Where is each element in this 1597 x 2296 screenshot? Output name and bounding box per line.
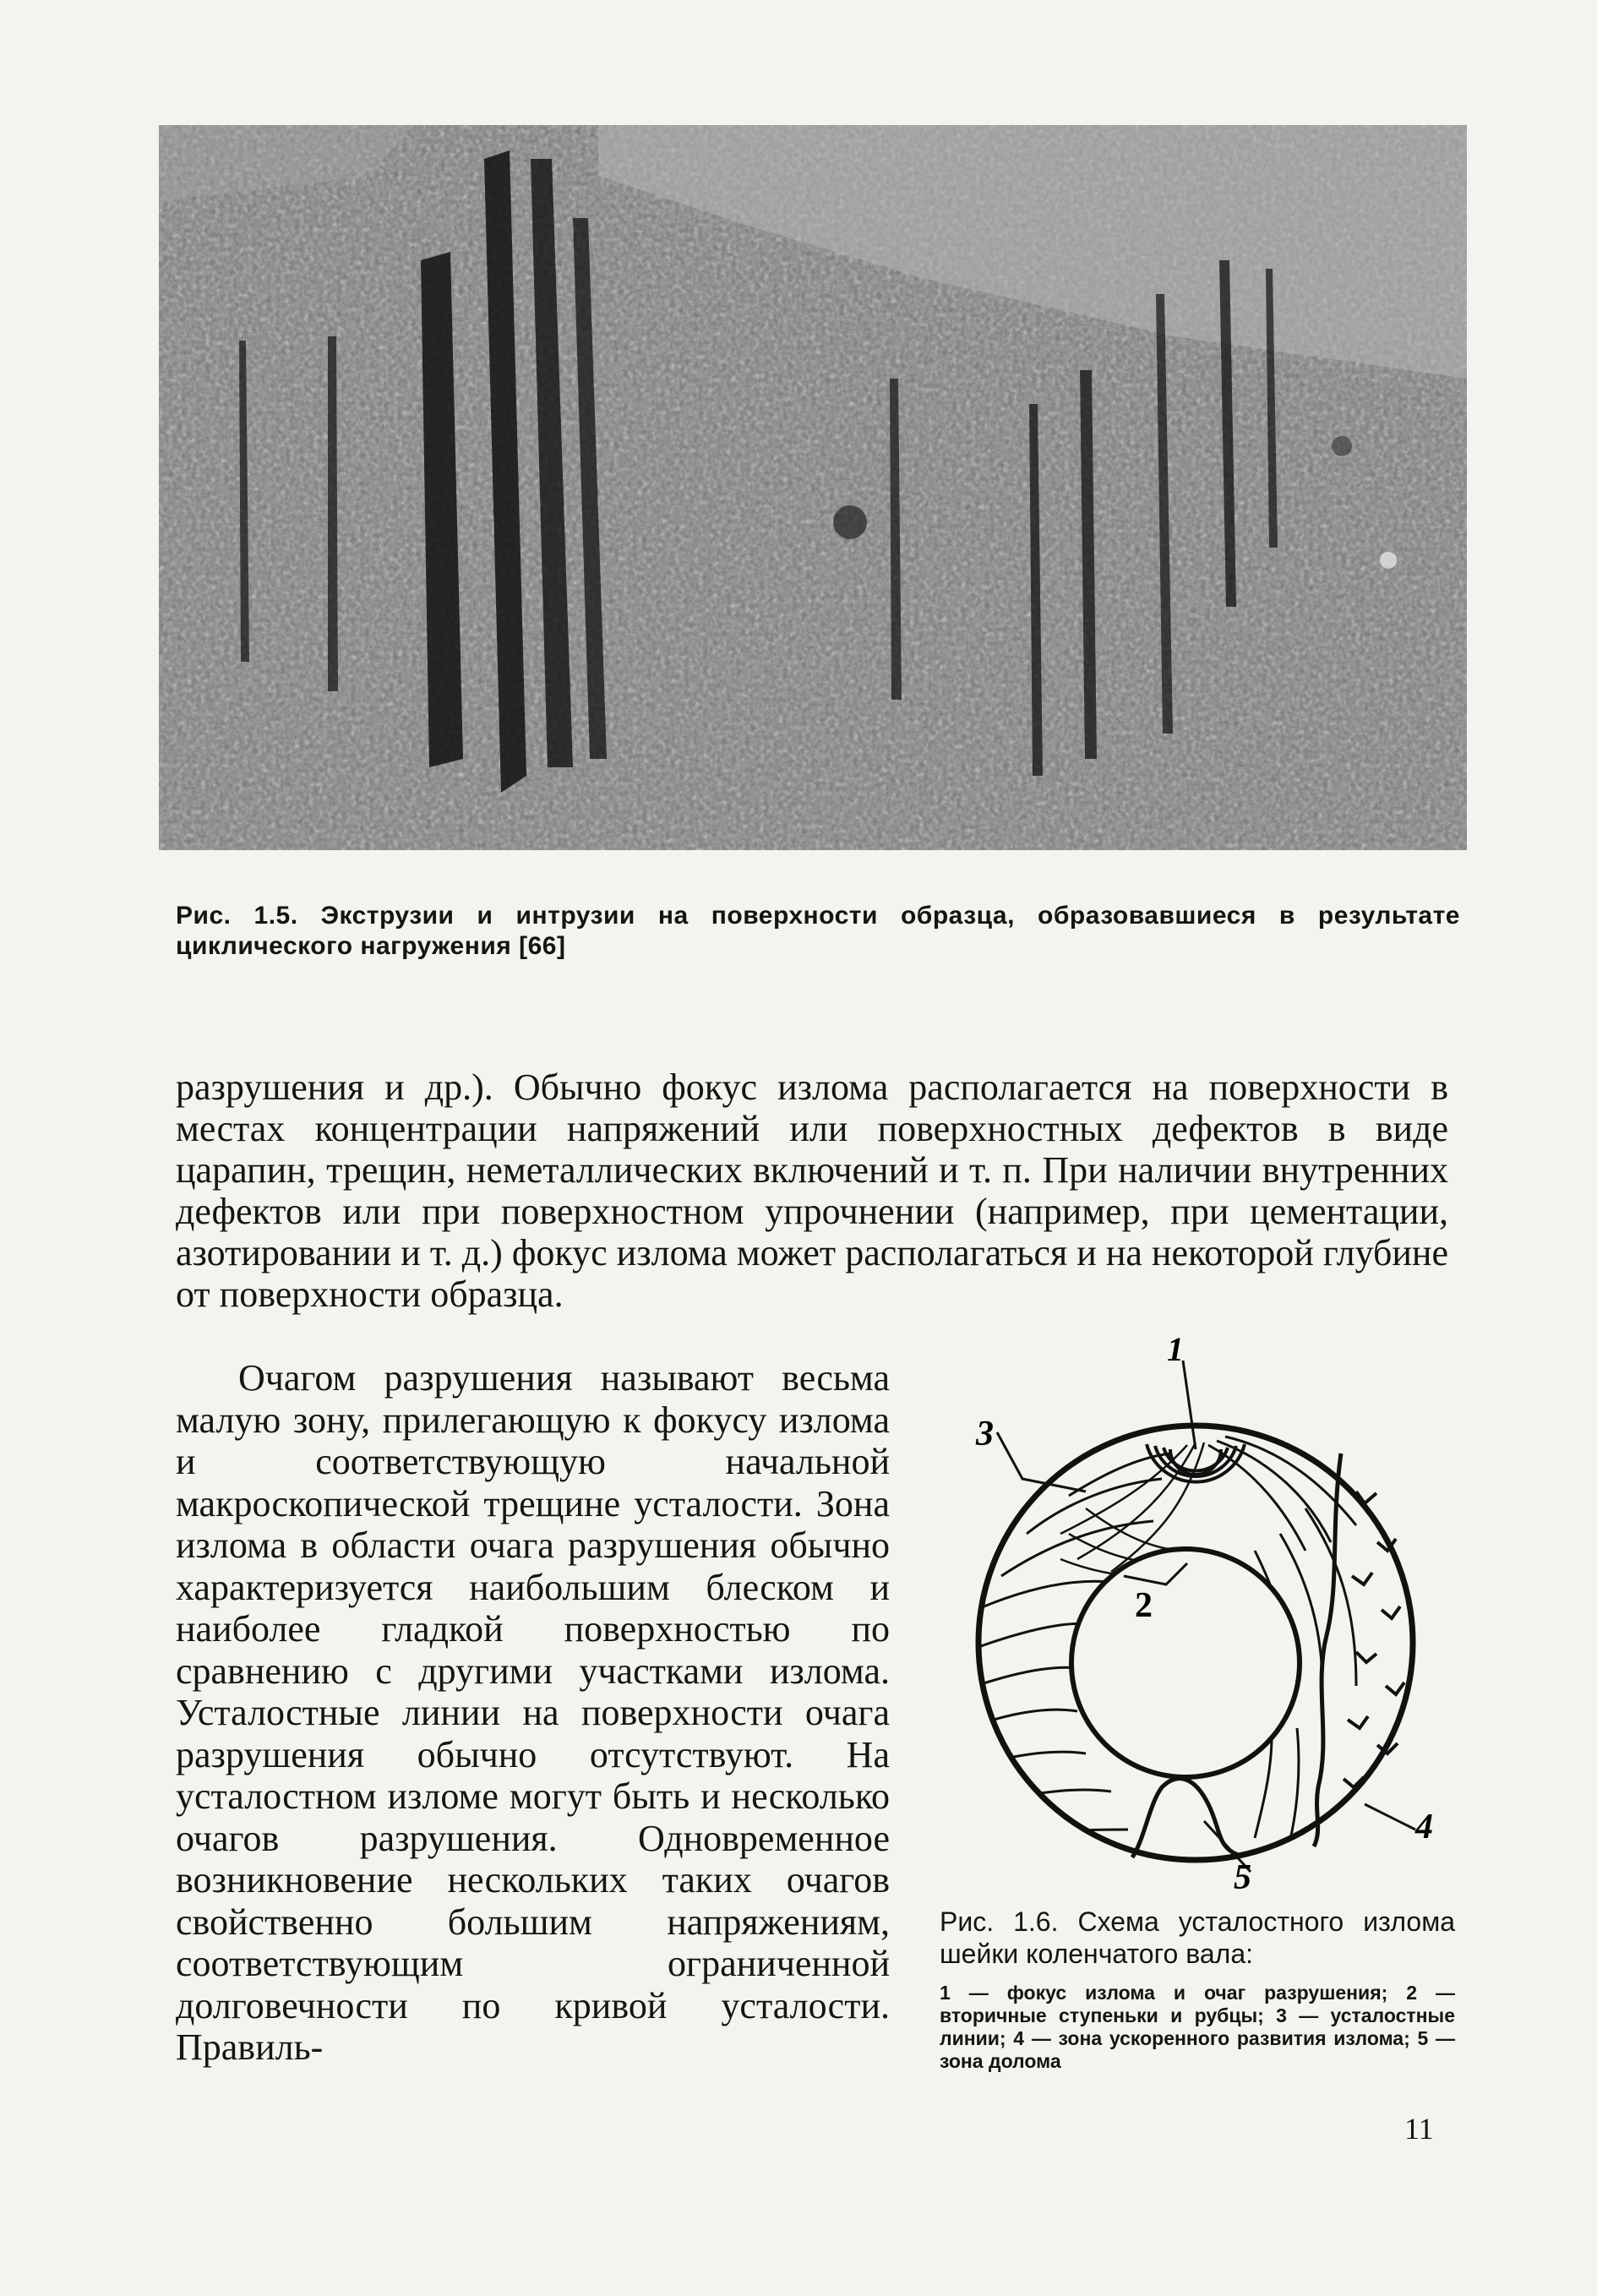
focus-arcs <box>1147 1444 1245 1482</box>
figure-1-6-legend: 1 — фокус излома и очаг разрушения; 2 — вторичные ступеньки и рубцы; 3 — усталостные линии; 4 — зона ускоренного развития излома; 5 — зона долома <box>940 1982 1455 2072</box>
accelerated-zone-boundary <box>1314 1453 1341 1846</box>
figure-1-6-caption: Рис. 1.6. Схема усталостного излома шейки коленчатого вала: <box>940 1906 1455 1969</box>
label-5: 5 <box>1234 1858 1251 1897</box>
inner-circle <box>1071 1549 1300 1777</box>
fatigue-fracture-scheme <box>917 1331 1474 1922</box>
paragraph-1: разрушения и др.). Обычно фокус излома располагается на поверхности в местах концентрации напряжений или поверхностных дефектов в виде царапин, трещин, неметаллических включений и т. п. При наличии внутренних дефектов или при поверхностном упрочнении (например, при цементации, азотировании и т. д.) фокус излома может располагаться и на некоторой глубине от поверхности образца. <box>176 1066 1448 1315</box>
page-number: 11 <box>1404 2112 1434 2146</box>
paragraph-2: Очагом разрушения называют весьма малую зону, прилегающую к фокусу излома и соответствующую начальной макроскопической трещине усталости. Зона излома в области очага разрушения обычно характеризуется наибольшим блеском и наиболее гладкой поверхностью по сравнению с другими участками излома. Усталостные линии на поверхности очага разрушения обычно отсутствуют. На усталостном изломе могут быть и несколько очагов разрушения. Одновременное возникновение нескольких таких очагов свойственно большим напряжениям, соответствующим ограниченной долговечности по кривой усталости. Правиль- <box>176 1357 890 2068</box>
figure-1-5-photo <box>159 125 1467 850</box>
label-3: 3 <box>976 1415 994 1453</box>
label-4: 4 <box>1415 1808 1433 1846</box>
figure-1-6-diagram <box>917 1331 1474 1922</box>
final-rupture-zone <box>1132 1779 1238 1857</box>
label-1: 1 <box>1167 1331 1184 1368</box>
figure-1-5-caption: Рис. 1.5. Экструзии и интрузии на поверхности образца, образовавшиеся в результате циклического нагружения [66] <box>176 902 1460 960</box>
surface-micrograph <box>159 125 1467 850</box>
label-2: 2 <box>1135 1586 1153 1625</box>
